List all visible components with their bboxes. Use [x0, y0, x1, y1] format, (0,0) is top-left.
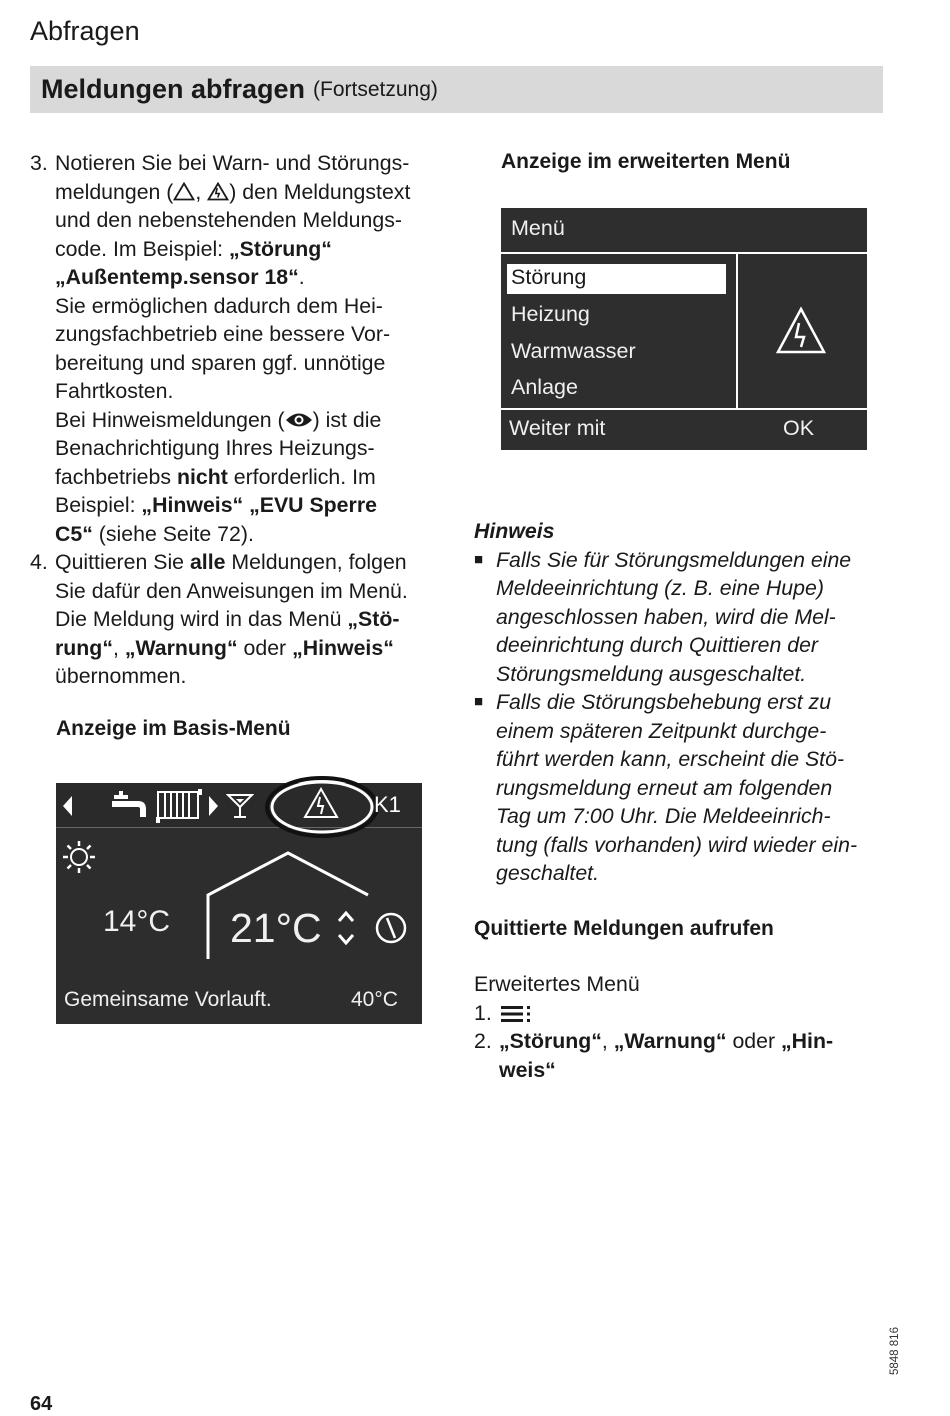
text-line: Benachrichtigung Ihres Heizungs-	[55, 436, 375, 460]
arrow-left-icon	[61, 795, 73, 817]
text-line: führt werden kann, erscheint die Stö-	[496, 747, 845, 771]
text-line: und den nebenstehenden Meldungs-	[55, 208, 402, 232]
text-line: angeschlossen haben, wird die Mel-	[496, 604, 836, 629]
text-line: Falls die Störungsbehebung erst zu	[496, 690, 832, 714]
step-number: 4.	[30, 550, 48, 574]
text-line: Fahrtkosten.	[55, 379, 174, 403]
text-line	[55, 605, 445, 634]
text-line	[55, 406, 445, 435]
text-line	[55, 178, 445, 207]
text-span: „Störung“	[499, 1029, 602, 1053]
text-span: nicht	[176, 464, 228, 489]
text-line: Sie ermöglichen dadurch dem Hei-	[55, 293, 383, 318]
recall-step-2	[474, 1027, 894, 1084]
text-line	[55, 235, 445, 264]
flow-value: 40°C	[351, 988, 398, 1011]
text-line: rungsmeldung erneut am folgenden	[496, 775, 833, 800]
text-span: Quittieren Sie	[55, 550, 190, 574]
text-line	[55, 634, 445, 663]
text-line	[55, 463, 445, 492]
fan-mode-icon	[374, 911, 408, 945]
warning-outline-icon	[173, 182, 195, 201]
bullet-square-icon: ■	[474, 693, 484, 710]
extended-menu-display	[501, 208, 867, 450]
text-span: „Hin-	[781, 1029, 834, 1053]
text-line: bereitung und sparen ggf. unnötige	[55, 350, 386, 375]
menu-item-heizung[interactable]: Heizung	[511, 302, 590, 326]
text-span: code. Im Beispiel:	[55, 236, 230, 261]
step-4	[30, 548, 445, 691]
step-4-text	[55, 548, 445, 691]
room-temperature: 21°C	[230, 905, 322, 951]
text-span: .	[298, 265, 305, 289]
text-span: „Stö-	[347, 607, 400, 631]
note-text	[496, 546, 894, 689]
note-bullet	[474, 546, 894, 689]
sun-icon	[62, 840, 96, 874]
text-span: ,	[195, 179, 202, 204]
recall-step-1	[474, 999, 894, 1028]
tap-water-icon	[110, 791, 150, 821]
text-line	[55, 263, 445, 292]
text-line	[55, 491, 445, 520]
text-span: ,	[112, 635, 125, 660]
step-number: 2.	[474, 1029, 492, 1053]
text-span: „Störung“	[229, 236, 332, 261]
section-heading: Abfragen	[30, 16, 140, 46]
step-2-text	[499, 1027, 894, 1084]
menu-title: Menü	[511, 216, 565, 240]
ok-button[interactable]: OK	[783, 416, 815, 440]
text-line: zungsfachbetrieb eine bessere Vor-	[55, 322, 391, 346]
arrow-right-icon	[208, 795, 220, 817]
text-line: Falls Sie für Störungsmeldungen eine	[496, 547, 852, 572]
text-span: ,	[601, 1029, 614, 1053]
text-span: Meldungen, folgen	[225, 550, 407, 574]
text-span: ) den Meldungstext	[229, 179, 411, 204]
divider	[501, 252, 867, 254]
right-column	[474, 517, 894, 1084]
text-span: alle	[189, 550, 226, 574]
temperature-adjust-icon	[336, 909, 356, 947]
text-span: weis“	[499, 1057, 556, 1082]
extended-menu-heading: Anzeige im erweiterten Menü	[501, 150, 791, 173]
page-number: 64	[30, 1393, 53, 1415]
menu-item-stoerung[interactable]: Störung	[511, 265, 587, 289]
text-line: Sie dafür den Anweisungen im Menü.	[55, 578, 408, 603]
text-line: einem späteren Zeitpunkt durchge-	[496, 718, 827, 743]
text-line: Störungsmeldung ausgeschaltet.	[496, 661, 807, 686]
text-span: C5“	[55, 521, 93, 546]
cocktail-glass-icon	[226, 792, 254, 820]
text-span: „Außentemp.sensor 18“	[55, 265, 299, 289]
text-line: übernommen.	[55, 664, 187, 688]
text-line: Tag um 7:00 Uhr. Die Meldeeinrich-	[496, 804, 831, 828]
text-span: „Hinweis“ „EVU Sperre	[141, 493, 377, 517]
basis-menu-heading: Anzeige im Basis-Menü	[56, 717, 291, 740]
text-span: oder	[726, 1029, 782, 1053]
page-subtitle: (Fortsetzung)	[313, 77, 438, 101]
radiator-icon	[156, 789, 204, 823]
text-span: meldungen (	[55, 179, 174, 204]
note-title: Hinweis	[474, 519, 555, 543]
text-span: „Warnung“	[124, 635, 238, 660]
text-span: ) ist die	[312, 407, 382, 432]
step-number: 1.	[474, 1000, 492, 1025]
page-title: Meldungen abfragen	[41, 74, 306, 104]
fault-warning-icon	[303, 787, 339, 819]
basic-menu-display	[56, 783, 422, 1024]
outside-temperature: 14°C	[103, 905, 171, 938]
text-line: tung (falls vorhanden) wird wieder ein-	[496, 832, 858, 857]
text-span: Die Meldung wird in das Menü	[55, 607, 348, 631]
text-line	[55, 548, 445, 577]
note-bullet	[474, 688, 894, 888]
step-3	[30, 149, 445, 548]
fault-warning-icon	[775, 305, 827, 357]
document-code: 5848 816	[889, 1327, 901, 1375]
text-line: deeinrichtung durch Quittieren der	[496, 633, 819, 657]
page-title-bar	[30, 66, 883, 113]
text-line	[55, 520, 445, 549]
divider	[736, 253, 738, 410]
acknowledged-messages-heading: Quittierte Meldungen aufrufen	[474, 916, 774, 940]
text-span: Bei Hinweismeldungen (	[55, 407, 285, 432]
step-3-text	[55, 149, 445, 548]
circuit-label: K1	[374, 792, 401, 817]
fault-warning-icon	[207, 182, 229, 201]
text-span: (siehe Seite 72).	[92, 521, 254, 546]
text-span: oder	[237, 635, 293, 660]
bullet-square-icon: ■	[474, 550, 484, 568]
eye-icon	[285, 411, 313, 429]
text-span: Beispiel:	[55, 493, 142, 517]
text-span: rung“	[55, 635, 113, 660]
footer-continue-label: Weiter mit	[509, 416, 606, 440]
step-number: 3.	[30, 151, 48, 175]
text-span: fachbetriebs	[55, 464, 177, 489]
flow-label: Gemeinsame Vorlauft.	[64, 988, 272, 1011]
menu-item-warmwasser[interactable]: Warmwasser	[511, 339, 636, 363]
text-line: Meldeeinrichtung (z. B. eine Hupe)	[496, 576, 824, 600]
menu-item-anlage[interactable]: Anlage	[511, 375, 578, 399]
left-column	[30, 149, 445, 691]
menu-icon	[499, 1004, 535, 1024]
text-line: Erweitertes Menü	[474, 972, 640, 996]
text-span: „Warnung“	[613, 1029, 727, 1053]
note-text	[496, 688, 894, 888]
text-span: erforderlich. Im	[227, 464, 376, 489]
divider	[501, 408, 867, 410]
text-line: geschaltet.	[496, 861, 600, 885]
text-span: „Hinweis“	[292, 635, 394, 660]
text-line: Notieren Sie bei Warn- und Störungs-	[55, 151, 410, 175]
